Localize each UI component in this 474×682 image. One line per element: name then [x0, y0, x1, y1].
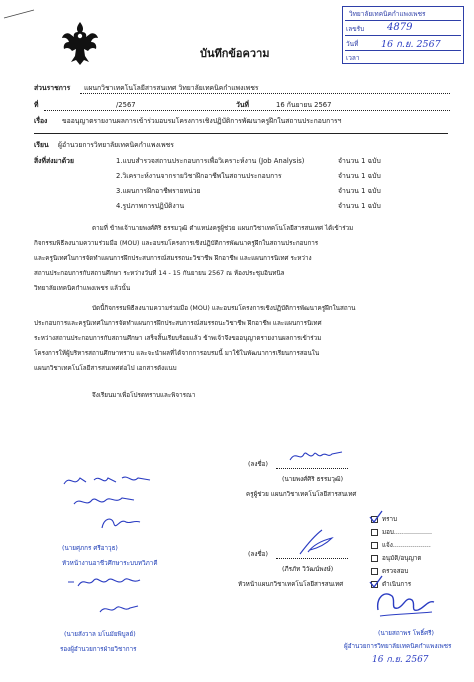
stamp-date-label: วันที่: [346, 40, 359, 48]
attachment-qty: จำนวน 1 ฉบับ: [338, 157, 381, 165]
ref-value: /2567: [116, 101, 136, 109]
date-value: 16 กันยายน 2567: [276, 101, 332, 109]
option-label: อนุมัติ/อนุญาต: [382, 555, 422, 562]
body-p2-line: ประกอบการและครูนิเทศในการจัดทำแผนการฝึกประสบการณ์สมรรถนะวิชาชีพ ฝึกอาชีพ และแผนการนิเทศ: [34, 320, 322, 327]
body-p2-line: โครงการให้ผู้บริหารสถานศึกษาทราบ และจะนำผลที่ได้จากการอบรมนี้ มาใช้ในพัฒนาการเรียนการสอนใน: [34, 350, 320, 357]
attachment-qty: จำนวน 1 ฉบับ: [338, 172, 381, 180]
ref-label: ที่: [34, 101, 39, 109]
body-p1-line: วิทยาลัยเทคนิคกำแพงเพชร แล้วนั้น: [34, 285, 131, 292]
attachment-qty: จำนวน 1 ฉบับ: [338, 202, 381, 210]
note1-name: (นายศุภกร ศรีอาวุธ): [62, 545, 118, 552]
deputy-signature-1: [98, 512, 144, 534]
teacher-signature: [288, 446, 348, 466]
pen-mark: [0, 0, 40, 24]
attachment-item: 3.แผนการฝึกอาชีพรายหน่วย: [116, 187, 201, 195]
closing-line: จึงเรียนมาเพื่อโปรดทราบและพิจารณา: [92, 392, 196, 399]
handwritten-note: [60, 470, 170, 514]
sign-label: (ลงชื่อ): [248, 551, 268, 558]
director-date: 16 ก.ย. 2567: [372, 655, 429, 665]
date-label: วันที่: [236, 101, 249, 109]
garuda-emblem: [60, 20, 100, 66]
option-label: แจ้ง...................: [382, 542, 431, 549]
checkbox-approve[interactable]: [371, 555, 378, 562]
option-label: ตรวจสอบ: [382, 568, 409, 575]
receipt-stamp: [342, 6, 464, 64]
sign-label: (ลงชื่อ): [248, 461, 268, 468]
note1-position: หัวหน้างานอาชีวศึกษาระบบทวิภาคี: [62, 560, 158, 567]
subject-label: เรื่อง: [34, 117, 48, 125]
option-label: ดำเนินการ: [382, 581, 412, 588]
agency-label: ส่วนราชการ: [34, 84, 71, 92]
attachment-item: 2.วิเคราะห์งานจากรายวิชาฝึกอาชีพในสถานประกอบการ: [116, 172, 282, 180]
checkbox-notify[interactable]: [371, 542, 378, 549]
checkbox-review[interactable]: [371, 568, 378, 575]
body-p1-line: กิจกรรมพิธีลงนามความร่วมมือ (MOU) และอบรมโครงการเชิงปฏิบัติการพัฒนาครูฝึกในสถานประกอบการ: [34, 240, 319, 247]
director-name: (นายสถาพร โพธิ์ศรี): [378, 630, 434, 637]
attachment-item: 4.รูปภาพการปฏิบัติงาน: [116, 202, 185, 210]
to-label: เรียน: [34, 141, 49, 149]
body-p1-line: และครูนิเทศในการจัดทำแผนการฝึกประสบการณ์สมรรถนะวิชาชีพ ฝึกอาชีพ และแผนการนิเทศ ระหว่าง: [34, 255, 312, 262]
note2-position: รองผู้อำนวยการฝ่ายวิชาการ: [60, 646, 137, 653]
option-label: มอบ...................: [382, 529, 432, 536]
head-position: หัวหน้าแผนกวิชาเทคโนโลยีสารสนเทศ: [238, 581, 344, 588]
head-name: (ภีรภัท วิวัฒน์พงษ์): [282, 566, 334, 573]
to-value: ผู้อำนวยการวิทยาลัยเทคนิคกำแพงเพชร: [58, 141, 174, 149]
head-signature: [296, 526, 340, 558]
attachments-label: สิ่งที่ส่งมาด้วย: [34, 157, 74, 165]
teacher-name: (นายพงศ์ศิริ ธรรมวุฒิ): [282, 476, 344, 483]
memo-title: บันทึกข้อความ: [200, 47, 270, 60]
checkbox-assign[interactable]: [371, 529, 378, 536]
agency-value: แผนกวิชาเทคโนโลยีสารสนเทศ วิทยาลัยเทคนิคกำแพงเพชร: [84, 84, 259, 92]
stamp-number-label: เลขรับ: [346, 25, 365, 33]
body-p2-line: ระหว่างสถานประกอบการกับสถานศึกษา เสร็จสิ้นเรียบร้อยแล้ว ข้าพเจ้าจึงขออนุญาตรายงานผลการเข้าร่วม: [34, 335, 322, 342]
body-p2-line: บัดนี้กิจกรรมพิธีลงนามความร่วมมือ (MOU) และอบรมโครงการเชิงปฏิบัติการพัฒนาครูฝึกในสถาน: [92, 305, 356, 312]
director-signature: [372, 586, 442, 622]
handwritten-note: [66, 568, 152, 596]
subject-value: ขออนุญาตรายงานผลการเข้าร่วมอบรมโครงการเชิงปฏิบัติการพัฒนาครูฝึกในสถานประกอบการฯ: [62, 117, 342, 125]
attachment-item: 1.แบบสำรวจสถานประกอบการเพื่อวิเคราะห์งาน (Job Analysis): [116, 157, 305, 165]
body-p1-line: ตามที่ ข้าพเจ้านายพงศ์ศิริ ธรรมวุฒิ ตำแหน่งครูผู้ช่วย แผนกวิชาเทคโนโลยีสารสนเทศ ได้เข้าร่วม: [92, 225, 354, 232]
attachment-qty: จำนวน 1 ฉบับ: [338, 187, 381, 195]
deputy-signature-2: [96, 598, 142, 618]
option-label: ทราบ: [382, 516, 398, 523]
stamp-time-label: เวลา: [346, 54, 360, 62]
body-p2-line: แผนกวิชาเทคโนโลยีสารสนเทศต่อไป เอกสารดังแนบ: [34, 365, 177, 372]
stamp-date-value: 16 ก.ย. 2567: [381, 39, 441, 50]
stamp-org: วิทยาลัยเทคนิคกำแพงเพชร: [349, 10, 426, 18]
director-position: ผู้อำนวยการวิทยาลัยเทคนิคกำแพงเพชร: [344, 643, 452, 650]
body-p1-line: สถานประกอบการกับสถานศึกษา ระหว่างวันที่ 14 - 15 กันยายน 2567 ณ ห้องประชุมอินทนิล: [34, 270, 285, 277]
note2-name: (นายสังวาล มโนมัยพิบูลย์): [64, 631, 136, 638]
teacher-position: ครูผู้ช่วย แผนกวิชาเทคโนโลยีสารสนเทศ: [246, 491, 357, 498]
stamp-number-value: 4879: [387, 22, 413, 33]
